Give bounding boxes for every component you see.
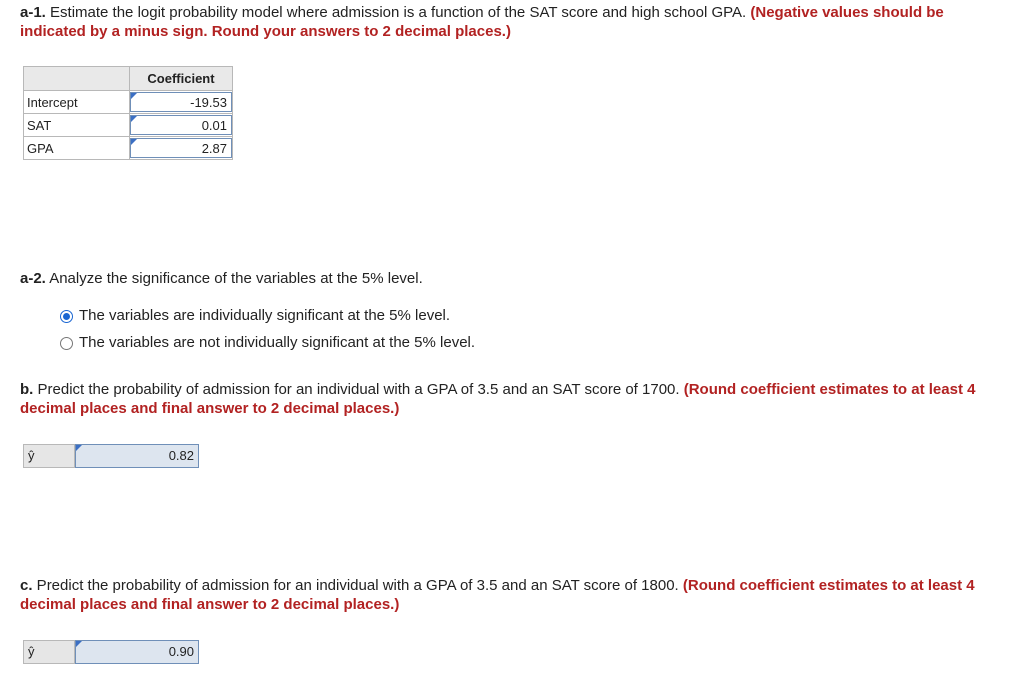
question-b [20, 380, 995, 418]
question-b-text: Predict the probability of admission for an individual with a GPA of 3.5 and an SAT score of 1700. [33, 381, 684, 398]
intercept-row-label: Intercept [24, 91, 130, 114]
gpa-row-label: GPA [24, 137, 130, 160]
intercept-answer-input[interactable] [130, 92, 232, 112]
question-c-note: (Round coefficient estimates to at least 4 decimal places and final answer to 2 decimal places.) [20, 577, 975, 613]
coefficient-column-header: Coefficient [130, 67, 233, 91]
table-corner-cell [24, 67, 130, 91]
question-a2-label: a-2. [20, 270, 46, 287]
coefficient-table-header-row [24, 67, 233, 91]
question-c-text: Predict the probability of admission for an individual with a GPA of 3.5 and an SAT score of 1800. [32, 577, 683, 594]
intercept-value-cell [130, 91, 233, 114]
question-b-note: (Round coefficient estimates to at least 4 decimal places and final answer to 2 decimal places.) [20, 381, 976, 417]
yhat-c-answer-value: 0.90 [168, 644, 194, 659]
yhat-b-label: ŷ [23, 444, 75, 468]
yhat-c-answer-input[interactable] [75, 640, 199, 664]
question-a1-label: a-1. [20, 4, 46, 21]
yhat-c-row [23, 640, 199, 664]
question-a1-note: (Negative values should be indicated by a minus sign. Round your answers to 2 decimal places.) [20, 4, 944, 40]
gpa-answer-value: 2.87 [201, 141, 227, 156]
question-a2-text: Analyze the significance of the variables at the 5% level. [45, 270, 423, 287]
sat-value-cell [130, 114, 233, 137]
answer-flag-icon [76, 641, 82, 647]
sat-answer-input[interactable] [130, 115, 232, 135]
table-row [24, 91, 233, 114]
answer-flag-icon [76, 445, 82, 451]
table-row [24, 137, 233, 160]
answer-flag-icon [131, 116, 137, 122]
sat-row-label: SAT [24, 114, 130, 137]
significance-option-2[interactable] [60, 334, 475, 352]
coefficient-table [23, 66, 233, 160]
yhat-b-answer-input[interactable] [75, 444, 199, 468]
question-a2 [20, 269, 995, 288]
significance-option-1-label: The variables are individually significant at the 5% level. [79, 307, 451, 324]
question-b-label: b. [20, 381, 34, 398]
yhat-c-label: ŷ [23, 640, 75, 664]
question-c-label: c. [20, 577, 33, 594]
yhat-b-answer-value: 0.82 [168, 448, 194, 463]
gpa-value-cell [130, 137, 233, 160]
radio-selected-icon[interactable] [60, 310, 73, 323]
radio-unselected-icon[interactable] [60, 337, 73, 350]
answer-flag-icon [131, 93, 137, 99]
question-a1-text: Estimate the logit probability model where admission is a function of the SAT score and high school GPA. [45, 4, 751, 21]
yhat-b-row [23, 444, 199, 468]
sat-answer-value: 0.01 [201, 118, 227, 133]
question-c [20, 576, 995, 614]
table-row [24, 114, 233, 137]
intercept-answer-value: -19.53 [190, 95, 227, 110]
gpa-answer-input[interactable] [130, 138, 232, 158]
question-a1 [20, 3, 995, 41]
significance-option-2-label: The variables are not individually significant at the 5% level. [79, 334, 476, 351]
significance-option-1[interactable] [60, 307, 450, 325]
answer-flag-icon [131, 139, 137, 145]
